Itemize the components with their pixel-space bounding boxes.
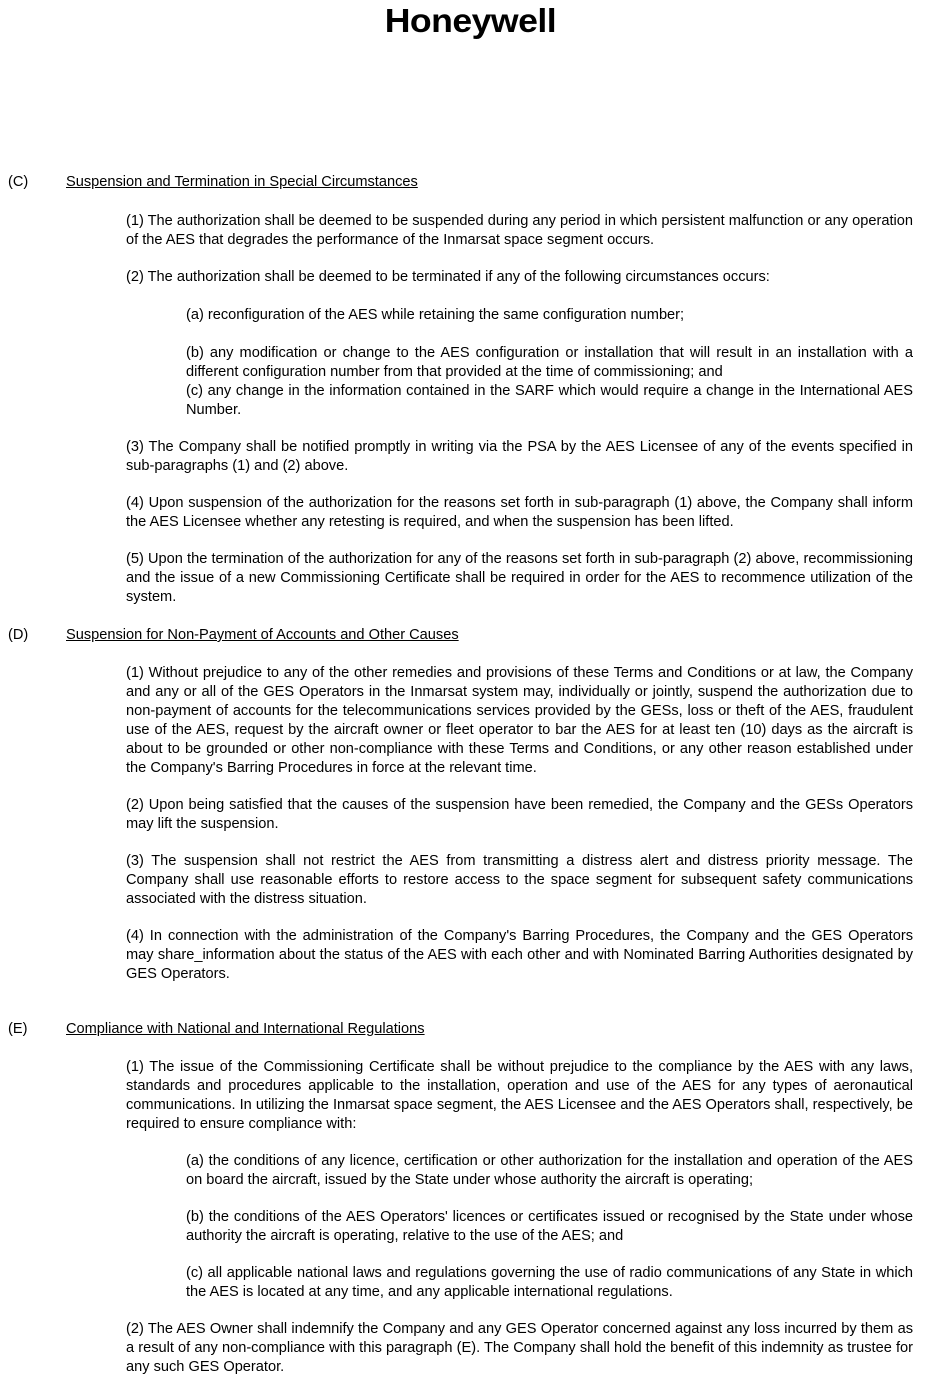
section-d-heading [0,626,943,648]
section-e-para-1: (1) The issue of the Commissioning Certificate shall be without prejudice to the compliance by the AES with any laws, standards and procedures applicable to the installation, operation and use of the AES for any types of aeronautical communications. In utilizing the Inmarsat space segment, the AES Licensee and the AES Operators shall, respectively, be required to ensure compliance with: [126,1059,913,1132]
section-c-para-5: (5) Upon the termination of the authorization for any of the reasons set forth in sub-paragraph (2) above, recommissioning and the issue of a new Commissioning Certificate shall be required in order for the AES to recommence utilization of the system. [126,551,913,605]
section-c [0,173,943,607]
section-e-para-1b: (b) the conditions of the AES Operators' licences or certificates issued or recognised by the State under whose authority the aircraft is operating, relative to the use of the AES; and [186,1209,913,1244]
section-c-title: Suspension and Termination in Special Circumstances [66,174,418,190]
section-c-para-2b: (b) any modification or change to the AES configuration or installation that will result in an installation with a different configuration number from that provided at the time of commissioning; and [186,345,913,380]
section-d-para-1: (1) Without prejudice to any of the other remedies and provisions of these Terms and Conditions or at law, the Company and any or all of the GES Operators in the Inmarsat system may, individually or jointly, suspend the authorization due to non-payment of accounts for the telecommunications services provided by the GESs, loss or theft of the AES, fraudulent use of the AES, request by the aircraft owner or fleet operator to bar the AES for at least ten (10) days as the aircraft is about to be grounded or other non-compliance with these Terms and Conditions, or any other reason established under the Company's Barring Procedures in force at the relevant time. [126,665,913,776]
section-d-para-4: (4) In connection with the administration of the Company's Barring Procedures, the Company and the GES Operators may share_information about the status of the AES with each other and with Nominated Barring Authorities designated by GES Operators. [126,928,913,982]
section-e-para-1a: (a) the conditions of any licence, certification or other authorization for the installation and operation of the AES on board the aircraft, issued by the State under whose authority the aircraft is operating; [186,1153,913,1188]
section-e-title: Compliance with National and International Regulations [66,1021,425,1037]
section-c-heading [0,173,943,195]
section-c-para-2c: (c) any change in the information contained in the SARF which would require a change in the International AES Number. [186,383,913,418]
section-e-para-1c: (c) all applicable national laws and regulations governing the use of radio communications of any State in which the AES is located at any time, and any applicable international regulations. [186,1265,913,1300]
honeywell-logo: Honeywell [384,2,557,39]
section-c-para-1: (1) The authorization shall be deemed to be suspended during any period in which persistent malfunction or any operation of the AES that degrades the performance of the Inmarsat space segment occurs. [126,213,913,248]
section-c-para-4: (4) Upon suspension of the authorization for the reasons set forth in sub-paragraph (1) above, the Company shall inform the AES Licensee whether any retesting is required, and when the suspension has been lifted. [126,495,913,530]
section-d-letter: (D) [8,627,29,643]
section-d-title: Suspension for Non-Payment of Accounts and Other Causes [66,627,459,643]
section-d-para-2: (2) Upon being satisfied that the causes of the suspension have been remedied, the Company and the GESs Operators may lift the suspension. [126,797,913,832]
section-e [0,1020,943,1377]
section-e-para-2: (2) The AES Owner shall indemnify the Company and any GES Operator concerned against any loss incurred by them as a result of any non-compliance with this paragraph (E). The Company shall hold the benefit of this indemnity as trustee for any such GES Operator. [126,1321,913,1375]
section-c-para-2: (2) The authorization shall be deemed to be terminated if any of the following circumstances occurs: [126,269,770,285]
section-d [0,626,943,984]
section-e-letter: (E) [8,1021,28,1037]
section-e-heading [0,1020,943,1042]
section-c-letter: (C) [8,174,29,190]
section-c-para-3: (3) The Company shall be notified promptly in writing via the PSA by the AES Licensee of any of the events specified in sub-paragraphs (1) and (2) above. [126,439,913,474]
section-d-para-3: (3) The suspension shall not restrict the AES from transmitting a distress alert and distress priority message. The Company shall use reasonable efforts to restore access to the space segment for subsequent safety communications associated with the distress situation. [126,853,913,907]
section-c-para-2a: (a) reconfiguration of the AES while retaining the same configuration number; [186,307,685,323]
